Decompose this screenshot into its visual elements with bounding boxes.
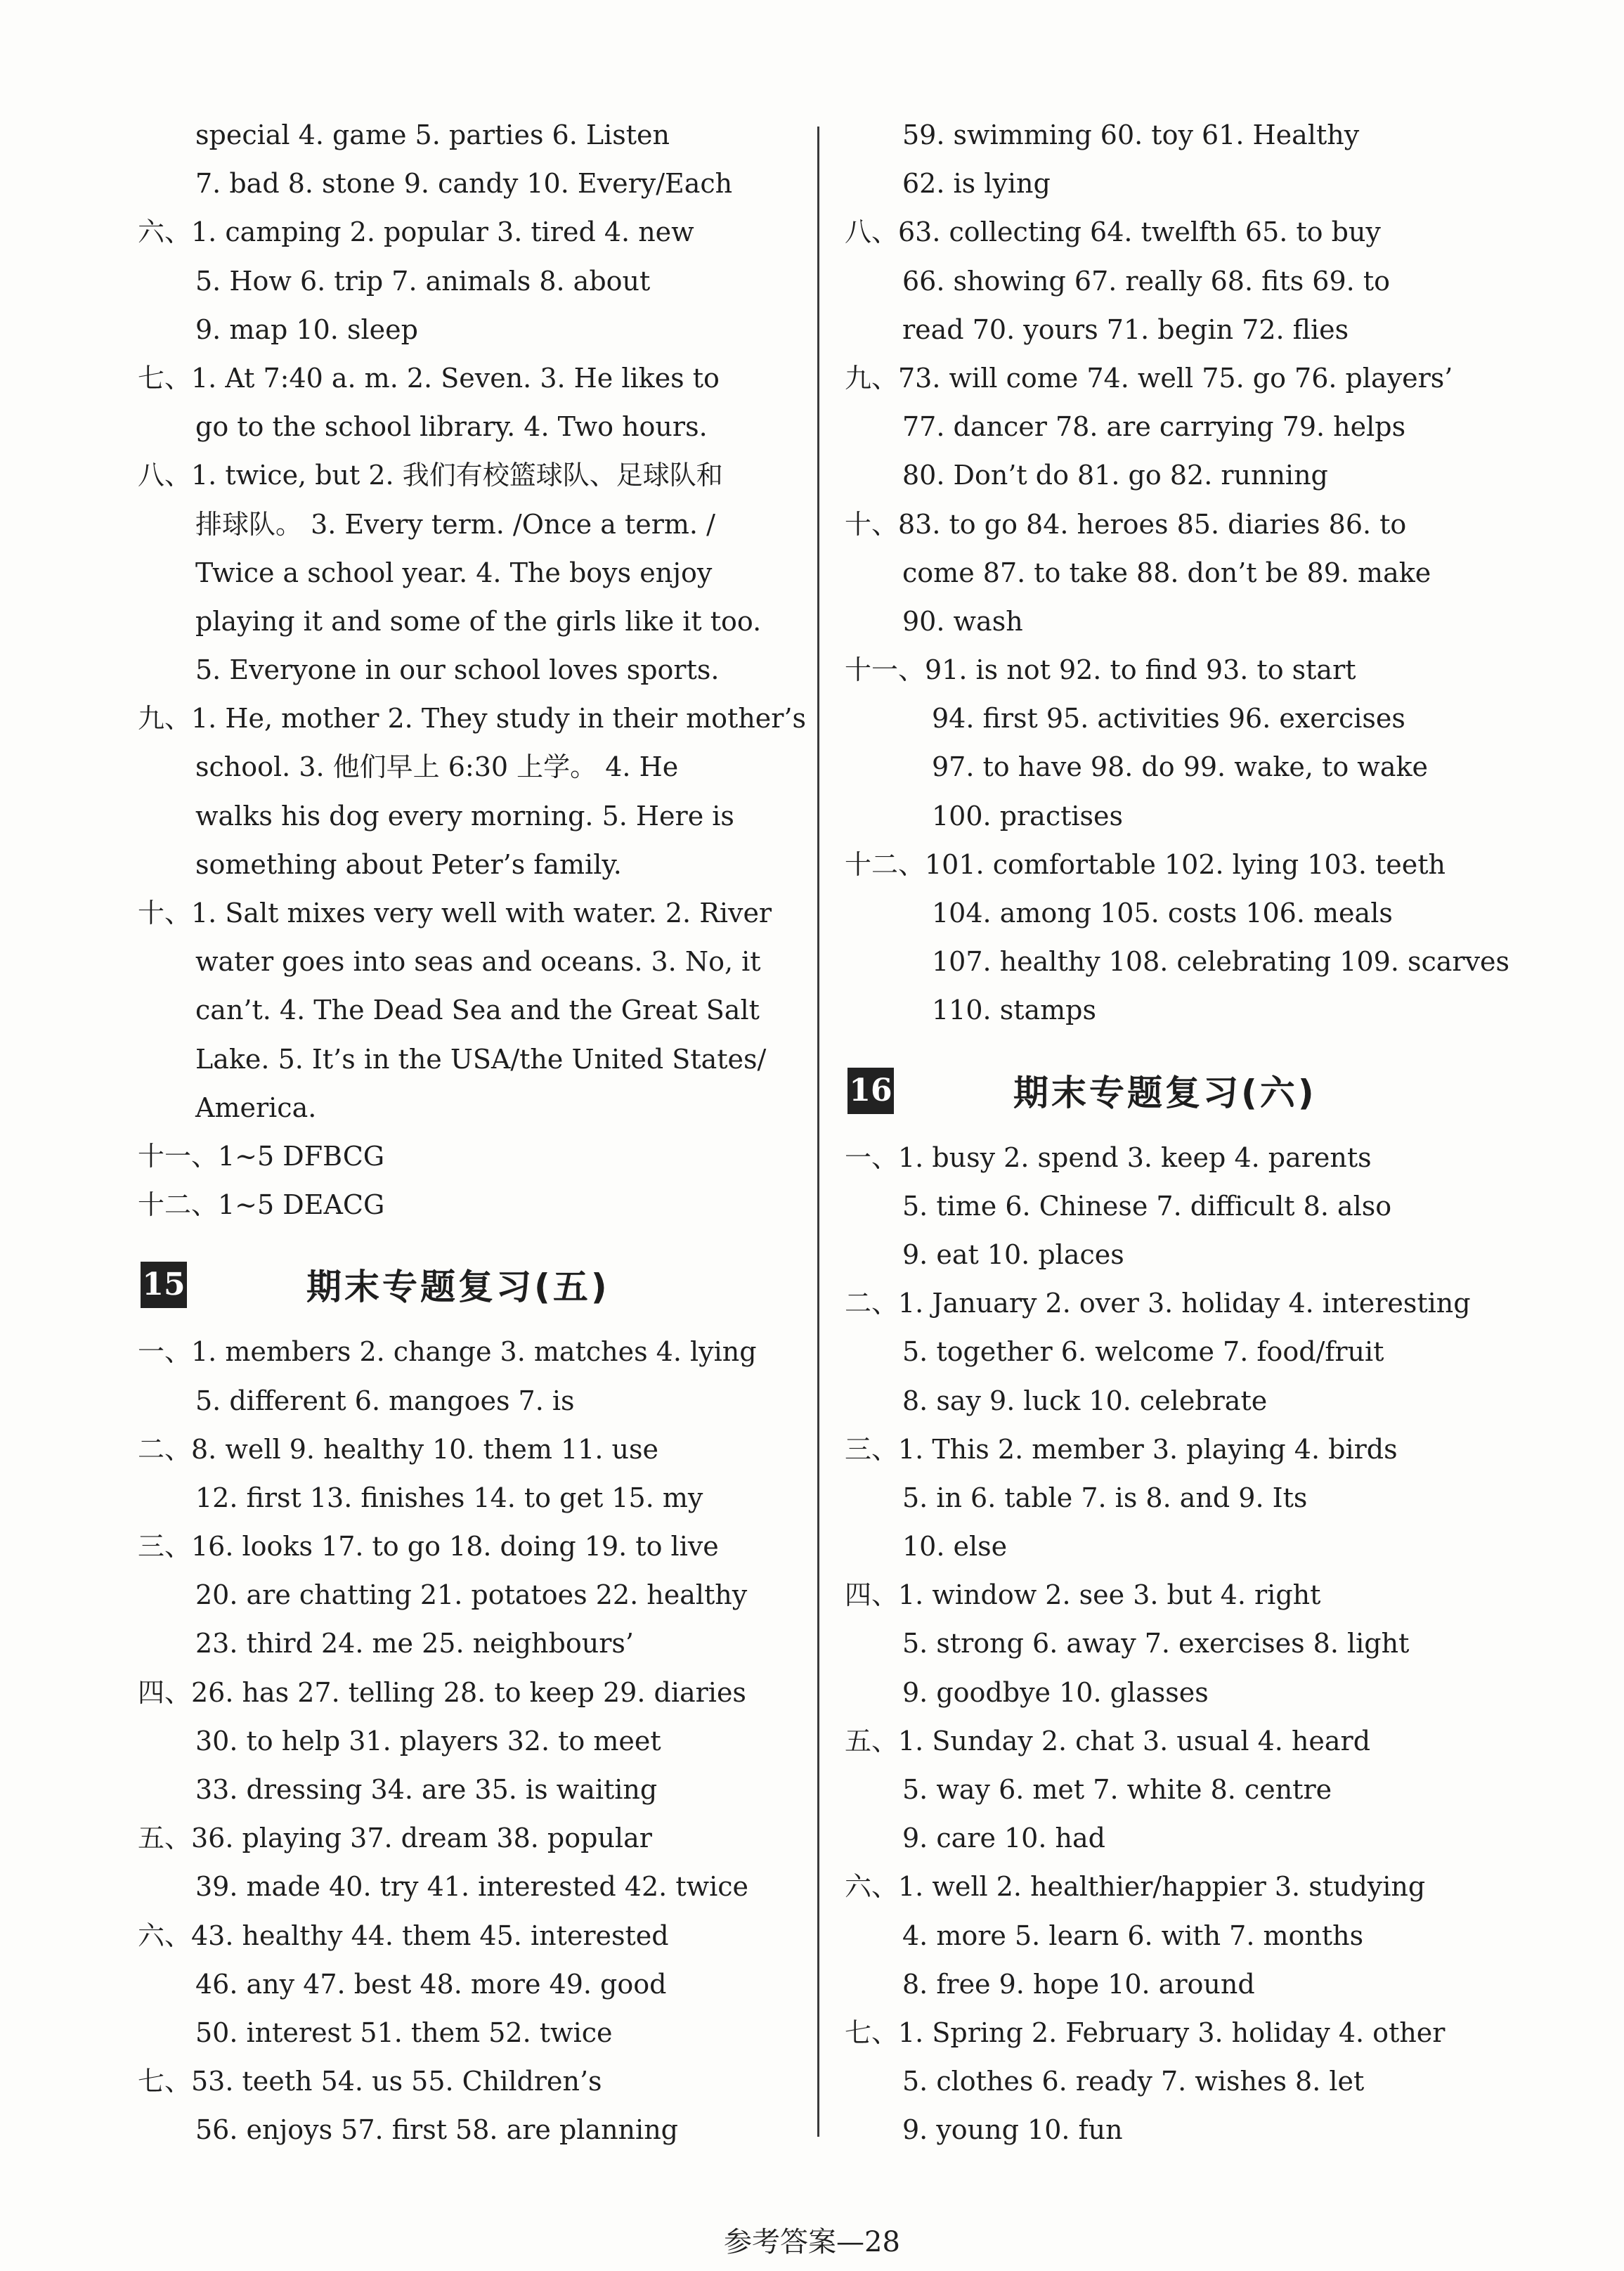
answer-line: 八、63. collecting 64. twelfth 65. to buy xyxy=(845,216,1381,248)
answer-line: 30. to help 31. players 32. to meet xyxy=(195,1725,661,1756)
section-title: 期末专题复习(六) xyxy=(1013,1072,1317,1113)
answer-line: 56. enjoys 57. first 58. are planning xyxy=(195,2114,678,2146)
section-number-badge: 15 xyxy=(141,1262,187,1308)
answer-line: 62. is lying xyxy=(902,168,1051,200)
answer-line: school. 3. 他们早上 6:30 上学。 4. He xyxy=(195,751,679,783)
answer-line: 5. way 6. met 7. white 8. centre xyxy=(902,1774,1332,1805)
answer-line: 107. healthy 108. celebrating 109. scarves xyxy=(932,946,1510,978)
answer-line: 90. wash xyxy=(902,605,1023,637)
answer-line: 10. else xyxy=(902,1531,1008,1562)
answer-line: 四、26. has 27. telling 28. to keep 29. diaries xyxy=(138,1676,746,1708)
answer-line: water goes into seas and oceans. 3. No, it xyxy=(195,946,761,978)
answer-block xyxy=(138,111,807,1229)
answer-line: 20. are chatting 21. potatoes 22. healthy xyxy=(195,1579,748,1611)
answer-line: 5. in 6. table 7. is 8. and 9. Its xyxy=(902,1482,1308,1513)
answer-line: Lake. 5. It’s in the USA/the United States/ xyxy=(195,1043,767,1075)
answer-line: 三、1. This 2. member 3. playing 4. birds xyxy=(845,1433,1398,1465)
answer-line: 9. care 10. had xyxy=(902,1823,1105,1854)
section-number-badge: 16 xyxy=(847,1068,894,1114)
answer-line: read 70. yours 71. begin 72. flies xyxy=(902,313,1349,345)
answer-line: 十一、91. is not 92. to find 93. to start xyxy=(845,654,1356,686)
answer-line: 4. more 5. learn 6. with 7. months xyxy=(902,1920,1364,1951)
answer-line: walks his dog every morning. 5. Here is xyxy=(195,800,734,832)
answer-line: 六、43. healthy 44. them 45. interested xyxy=(138,1920,669,1951)
answer-line: 110. stamps xyxy=(932,995,1096,1026)
answer-line: 十、1. Salt mixes very well with water. 2. River xyxy=(138,898,772,929)
answer-line: 97. to have 98. do 99. wake, to wake xyxy=(932,751,1428,783)
answer-line: playing it and some of the girls like it too. xyxy=(195,605,762,637)
answer-line: 50. interest 51. them 52. twice xyxy=(195,2017,613,2048)
answer-line: 六、1. well 2. healthier/happier 3. studying xyxy=(845,1871,1426,1903)
answer-line: 七、1. At 7:40 a. m. 2. Seven. 3. He likes to xyxy=(138,362,720,394)
answer-line: 十、83. to go 84. heroes 85. diaries 86. to xyxy=(845,508,1407,540)
answer-line: 排球队。 3. Every term. /Once a term. / xyxy=(195,508,715,540)
answer-line: 8. free 9. hope 10. around xyxy=(902,1968,1255,2000)
answer-line: America. xyxy=(195,1092,317,1123)
answer-line: 5. How 6. trip 7. animals 8. about xyxy=(195,265,651,297)
answer-line: 9. map 10. sleep xyxy=(195,313,418,345)
answer-line: 9. goodbye 10. glasses xyxy=(902,1676,1209,1708)
answer-line: 七、53. teeth 54. us 55. Children’s xyxy=(138,2066,602,2097)
answer-line: 46. any 47. best 48. more 49. good xyxy=(195,1968,667,2000)
answer-line: 9. eat 10. places xyxy=(902,1238,1124,1270)
answer-line: 一、1. members 2. change 3. matches 4. lying xyxy=(138,1336,757,1368)
answer-line: 九、1. He, mother 2. They study in their mother’s xyxy=(138,703,807,735)
answer-line: can’t. 4. The Dead Sea and the Great Salt xyxy=(195,995,760,1026)
answer-line: 9. young 10. fun xyxy=(902,2114,1123,2146)
answer-line: 104. among 105. costs 106. meals xyxy=(932,898,1393,929)
answer-line: 六、1. camping 2. popular 3. tired 4. new xyxy=(138,216,694,248)
answer-line: 23. third 24. me 25. neighbours’ xyxy=(195,1628,634,1659)
answer-line: 33. dressing 34. are 35. is waiting xyxy=(195,1774,658,1805)
left-column xyxy=(138,111,807,2155)
section-heading-16 xyxy=(845,1035,1491,1134)
answer-line: 5. strong 6. away 7. exercises 8. light xyxy=(902,1628,1410,1659)
answer-line: 二、8. well 9. healthy 10. them 11. use xyxy=(138,1433,658,1465)
answer-line: 80. Don’t do 81. go 82. running xyxy=(902,460,1328,491)
answer-line: Twice a school year. 4. The boys enjoy xyxy=(195,557,713,588)
column-divider xyxy=(817,127,819,2137)
answer-line: 12. first 13. finishes 14. to get 15. my xyxy=(195,1482,703,1513)
answer-line: 四、1. window 2. see 3. but 4. right xyxy=(845,1579,1321,1611)
answer-line: 5. clothes 6. ready 7. wishes 8. let xyxy=(902,2066,1365,2097)
answer-line: 十二、101. comfortable 102. lying 103. teeth xyxy=(845,848,1446,880)
answer-line: 十一、1~5 DFBCG xyxy=(138,1140,385,1172)
answer-line: 八、1. twice, but 2. 我们有校篮球队、足球队和 xyxy=(138,460,723,491)
answer-line: 5. together 6. welcome 7. food/fruit xyxy=(902,1336,1384,1368)
answer-line: 十二、1~5 DEACG xyxy=(138,1189,385,1221)
answer-line: come 87. to take 88. don’t be 89. make xyxy=(902,557,1431,588)
answer-line: 5. Everyone in our school loves sports. xyxy=(195,654,720,686)
answer-block xyxy=(845,111,1510,1035)
answer-line: 66. showing 67. really 68. fits 69. to xyxy=(902,265,1390,297)
right-column xyxy=(845,111,1510,2155)
section-heading-15 xyxy=(138,1229,791,1328)
answer-line: 39. made 40. try 41. interested 42. twice xyxy=(195,1871,749,1903)
page-footer: 参考答案—28 xyxy=(724,2226,900,2258)
answer-line: 一、1. busy 2. spend 3. keep 4. parents xyxy=(845,1141,1372,1173)
answer-line: something about Peter’s family. xyxy=(195,848,622,880)
answer-line: 九、73. will come 74. well 75. go 76. players’ xyxy=(845,362,1453,394)
answer-line: 94. first 95. activities 96. exercises xyxy=(932,703,1405,735)
answer-line: 77. dancer 78. are carrying 79. helps xyxy=(902,411,1406,443)
answer-line: special 4. game 5. parties 6. Listen xyxy=(195,119,670,150)
answer-line: 五、1. Sunday 2. chat 3. usual 4. heard xyxy=(845,1725,1371,1756)
answer-line: 5. different 6. mangoes 7. is xyxy=(195,1385,575,1416)
answer-line: 五、36. playing 37. dream 38. popular xyxy=(138,1823,652,1854)
answer-line: 5. time 6. Chinese 7. difficult 8. also xyxy=(902,1190,1392,1222)
answer-line: 8. say 9. luck 10. celebrate xyxy=(902,1385,1268,1416)
answer-line: 七、1. Spring 2. February 3. holiday 4. other xyxy=(845,2017,1446,2048)
answer-line: 59. swimming 60. toy 61. Healthy xyxy=(902,119,1360,150)
answer-block xyxy=(138,1328,791,2154)
answer-line: 三、16. looks 17. to go 18. doing 19. to live xyxy=(138,1531,719,1562)
answer-line: 7. bad 8. stone 9. candy 10. Every/Each xyxy=(195,168,733,200)
answer-line: 100. practises xyxy=(932,800,1124,832)
section-title: 期末专题复习(五) xyxy=(306,1267,610,1308)
answer-block xyxy=(845,1134,1491,2155)
answer-line: 二、1. January 2. over 3. holiday 4. interesting xyxy=(845,1288,1471,1319)
answer-line: go to the school library. 4. Two hours. xyxy=(195,411,708,443)
